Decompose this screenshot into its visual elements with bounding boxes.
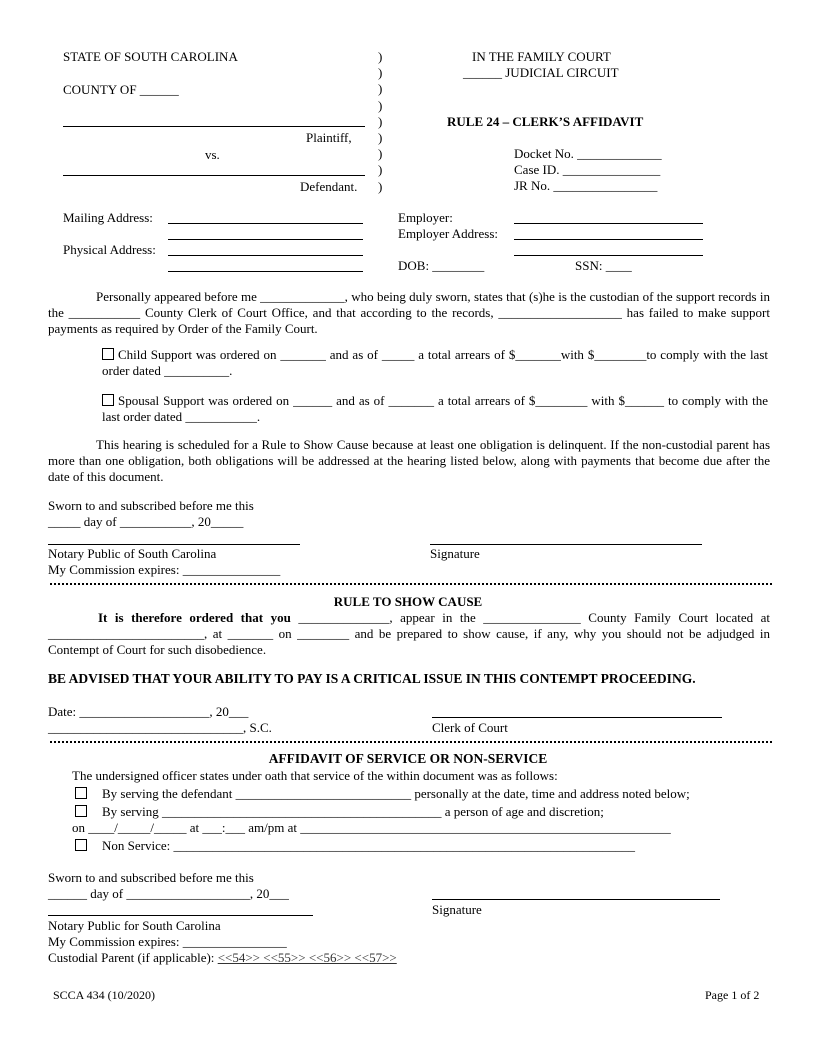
- county-label: COUNTY OF ______: [63, 82, 179, 97]
- spousal-support-row: [102, 393, 768, 425]
- employer-address-line-2[interactable]: [514, 255, 703, 256]
- mailing-address-line-1[interactable]: [168, 223, 363, 224]
- caption-parens: ) ) ) ) ) ) ) ) ): [378, 49, 383, 194]
- child-support-checkbox[interactable]: [102, 348, 114, 360]
- service-notary-label: Notary Public for South Carolina: [48, 918, 221, 933]
- defendant-label: Defendant.: [300, 179, 358, 194]
- non-service-text: Non Service: _______________________________________________________________________: [102, 838, 635, 853]
- docket-field[interactable]: Docket No. _____________: [514, 146, 662, 161]
- form-number: SCCA 434 (10/2020): [53, 988, 156, 1002]
- clerk-signature-line[interactable]: [432, 717, 722, 718]
- commission-field[interactable]: My Commission expires: _______________: [48, 562, 281, 577]
- physical-address-label: Physical Address:: [63, 242, 156, 257]
- employer-line[interactable]: [514, 223, 703, 224]
- affiant-signature-line[interactable]: [430, 544, 702, 545]
- affidavit-intro: Personally appeared before me _____________, who being duly sworn, states that (s)he is the custodian of the support records in the ___________ County Clerk of Court Office, and that according to the records, ___________________ has failed to make support payments as required by Order of the Family Court.: [48, 289, 770, 336]
- circuit-label: ______ JUDICIAL CIRCUIT: [463, 65, 619, 80]
- section-divider: [50, 583, 772, 585]
- custodial-parent-field[interactable]: <<54>> <<55>> <<56>> <<57>>: [217, 950, 397, 965]
- child-support-text: Child Support was ordered on _______ and as of _____ a total arrears of $_______with $________to comply with the last order dated __________.: [102, 347, 768, 378]
- plaintiff-line[interactable]: [63, 126, 365, 127]
- serve-defendant-text: By serving the defendant ___________________________ personally at the date, time and address noted below;: [102, 786, 690, 801]
- serve-other-checkbox[interactable]: [75, 805, 87, 817]
- spousal-support-checkbox[interactable]: [102, 394, 114, 406]
- child-support-row: [102, 347, 768, 379]
- physical-address-line-1[interactable]: [168, 255, 363, 256]
- jr-no-field[interactable]: JR No. ________________: [514, 178, 658, 193]
- employer-label: Employer:: [398, 210, 453, 225]
- custodial-parent-label: Custodial Parent (if applicable):: [48, 950, 215, 965]
- page-number: Page 1 of 2: [705, 988, 760, 1002]
- rule-date-field[interactable]: Date: ____________________, 20___: [48, 704, 249, 719]
- court-label: IN THE FAMILY COURT: [472, 49, 611, 64]
- service-sworn-statement: Sworn to and subscribed before me this: [48, 870, 254, 885]
- defendant-line[interactable]: [63, 175, 365, 176]
- sworn-statement: Sworn to and subscribed before me this: [48, 498, 254, 513]
- ssn-field[interactable]: SSN: ____: [575, 258, 632, 273]
- case-id-field[interactable]: Case ID. _______________: [514, 162, 661, 177]
- service-commission-field[interactable]: My Commission expires: ________________: [48, 934, 287, 949]
- mailing-address-label: Mailing Address:: [63, 210, 153, 225]
- vs-label: vs.: [205, 147, 220, 162]
- physical-address-line-2[interactable]: [168, 271, 363, 272]
- section-divider: [50, 741, 772, 743]
- rule-order-lead: It is therefore ordered that you: [98, 610, 291, 625]
- form-title: RULE 24 – CLERK’S AFFIDAVIT: [447, 114, 644, 129]
- service-sworn-date-field[interactable]: ______ day of ___________________, 20___: [48, 886, 289, 901]
- service-notary-signature-line[interactable]: [48, 915, 313, 916]
- notary-label: Notary Public of South Carolina: [48, 546, 217, 561]
- sworn-date-field[interactable]: _____ day of ___________, 20_____: [48, 514, 244, 529]
- employer-address-label: Employer Address:: [398, 226, 499, 241]
- service-title: AFFIDAVIT OF SERVICE OR NON-SERVICE: [268, 751, 548, 766]
- rule-order-text: ______________, appear in the _______________ County Family Court located at ________________________, at _______ on ________ and be prepared to show cause, if any, why you should not be adjudged in Contempt of Court for such disobedience.: [48, 610, 770, 657]
- employer-address-line-1[interactable]: [514, 239, 703, 240]
- signature-label: Signature: [430, 546, 480, 561]
- state-label: STATE OF SOUTH CAROLINA: [63, 49, 238, 64]
- officer-signature-label: Signature: [432, 902, 482, 917]
- serve-other-text: By serving ___________________________________________ a person of age and discretion;: [102, 804, 604, 819]
- custodial-parent-row: [48, 950, 397, 966]
- serve-defendant-checkbox[interactable]: [75, 787, 87, 799]
- dob-field[interactable]: DOB: ________: [398, 258, 485, 273]
- officer-signature-line[interactable]: [432, 899, 720, 900]
- rule-title: RULE TO SHOW CAUSE: [333, 594, 483, 609]
- plaintiff-label: Plaintiff,: [306, 130, 352, 145]
- notary-signature-line[interactable]: [48, 544, 300, 545]
- rule-order-paragraph: [48, 610, 770, 658]
- spousal-support-text: Spousal Support was ordered on ______ and as of _______ a total arrears of $________ with $______ to comply with the last order dated ___________.: [102, 393, 768, 424]
- service-date-time-field[interactable]: on ____/_____/_____ at ___:___ am/pm at _________________________________________________________: [72, 820, 671, 835]
- non-service-checkbox[interactable]: [75, 839, 87, 851]
- rule-location-field[interactable]: ______________________________, S.C.: [48, 720, 272, 735]
- advised-notice: BE ADVISED THAT YOUR ABILITY TO PAY IS A CRITICAL ISSUE IN THIS CONTEMPT PROCEEDING.: [48, 671, 696, 686]
- service-intro: The undersigned officer states under oath that service of the within document was as follows:: [72, 768, 558, 783]
- clerk-label: Clerk of Court: [432, 720, 508, 735]
- hearing-paragraph: This hearing is scheduled for a Rule to Show Cause because at least one obligation is delinquent. If the non-custodial parent has more than one obligation, both obligations will be addressed at the hearing listed below, along with payments that become due after the date of this document.: [48, 437, 770, 484]
- mailing-address-line-2[interactable]: [168, 239, 363, 240]
